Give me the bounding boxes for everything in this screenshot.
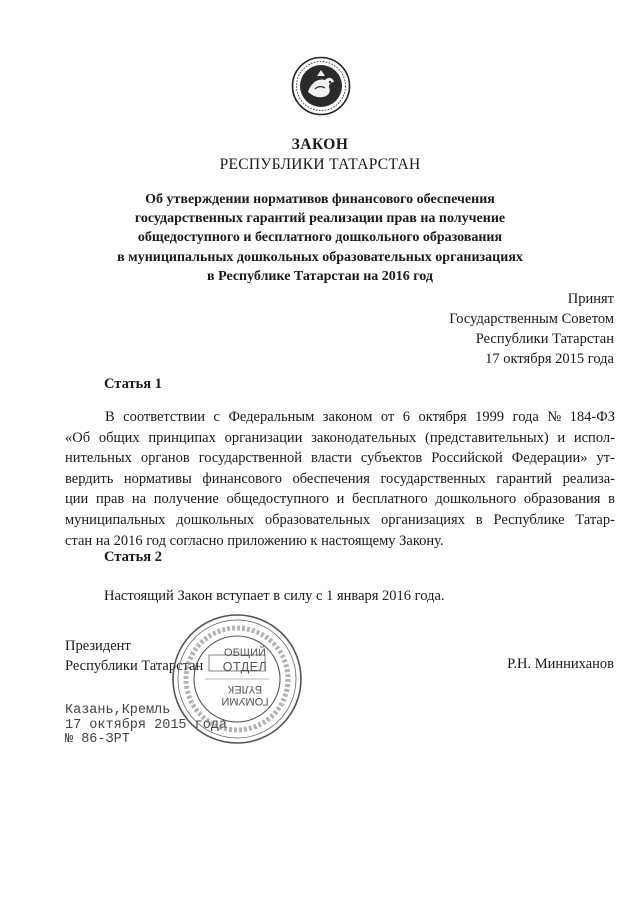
title-line: Об утверждении нормативов финансового обеспечения [145,192,495,207]
article-1-word: общедоступного [226,491,329,508]
article-1-word: реализа- [562,470,615,487]
article-1-word: законодательных [311,429,417,446]
article-1-word: организациях [380,511,465,528]
article-1-word: и [336,491,345,508]
article-1-word: государственных [380,470,486,487]
law-number-line: № 86-ЗРТ [65,732,130,747]
adopted-label: Принят [567,291,614,307]
article-1-word: Татар- [575,511,615,528]
article-1-word: прав [95,491,125,508]
article-1-word: принципах [148,429,216,446]
signatory-name: Р.Н. Минниханов [507,656,614,672]
article-1-word: нормативы [123,470,192,487]
article-1-word: организации [224,429,303,446]
article-1-word: в [608,491,615,508]
article-1-word: Федерации» [511,450,588,467]
article-1-word: 184-ФЗ [569,409,615,425]
title-line: в Республике Татарстан на 2016 год [207,268,433,284]
article-1-word: получение [153,491,219,508]
place-line: Казань,Кремль [65,703,171,718]
signatory-title-line2: Республики Татарстан [65,658,204,674]
article-2-heading: Статья 2 [104,549,162,565]
article-1-word: дошкольного [435,491,517,508]
article-1-word: 6 [402,409,411,425]
article-1-heading: Статья 1 [104,376,162,392]
article-1-word: от [380,409,395,425]
article-1-line [65,510,615,531]
article-1-word: Республике [493,511,565,528]
article-1-word: субъектов [360,450,423,467]
article-1-word: 1999 [475,409,505,425]
article-1-word: испол- [573,429,615,446]
article-1-word: власти [311,450,352,467]
article-1-word: соответствии [123,409,206,425]
article-1-word: муниципальных [65,511,166,528]
article-1-word: Российской [431,450,503,467]
title-line: общедоступного и бесплатного дошкольного образования [137,230,503,246]
official-stamp [171,613,303,745]
article-1-word: финансового [202,470,282,487]
republic-heading: РЕСПУБЛИКИ ТАТАРСТАН [219,156,421,173]
article-1-word: В [105,409,115,425]
article-1-word: в [475,511,483,528]
article-1-word: обеспечения [292,470,370,487]
article-1-word: дошкольных [176,511,254,528]
date-line: 17 октября 2015 года [65,717,228,733]
article-1-word: стан на 2016 год согласно приложению к настоящему Закону. [65,532,444,549]
law-title [110,190,530,286]
article-1-word: общих [98,429,140,446]
stamp-text-general: ОБЩИЙ [224,647,266,659]
article-1-word: нительных [65,450,132,467]
article-1-word: гарантий [496,470,553,487]
article-1-line [65,407,615,428]
stamp-text-gomumi: ГОМУМИ [221,695,269,707]
stamp-text-bulek: БҮЛЕК [227,683,263,695]
tatarstan-emblem-icon [291,56,351,116]
article-1-word: ции [65,491,89,508]
adopted-date: 17 октября 2015 года [485,351,614,367]
article-1-line [65,428,615,449]
adopted-by-republic: Республики Татарстан [475,331,614,347]
article-1-word: ут- [596,450,615,467]
article-1-body [65,407,615,551]
article-1-word: (представительных) [425,429,549,446]
article-1-word: бесплатного [352,491,428,508]
stamp-text-department: ОТДЕЛ [222,660,268,674]
article-1-word: органов [140,450,190,467]
article-1-word: вердить [65,470,114,487]
article-1-word: образовательных [264,511,371,528]
article-1-word: № [547,409,562,425]
article-1-line [65,469,615,490]
article-1-word: с [213,409,220,425]
article-1-word: Федеральным [228,409,315,425]
law-heading: ЗАКОН [291,136,349,153]
article-1-word: и [557,429,566,446]
article-2-body: Настоящий Закон вступает в силу с 1 января 2016 года. [104,588,445,604]
signatory-title-line1: Президент [65,638,131,654]
article-1-word: образования [523,491,601,508]
title-line: государственных гарантий реализации прав на получение [134,211,506,227]
article-1-word: «Об [65,429,91,446]
article-1-line [65,489,615,510]
adoption-block [449,289,614,369]
article-1-word: октября [418,409,467,425]
adopted-by: Государственным Советом [449,311,614,327]
article-1-word: государственной [198,450,303,467]
article-1-line [65,448,615,469]
article-1-word: законом [322,409,373,425]
article-1-word: на [131,491,147,508]
article-1-word: года [512,409,539,425]
title-line: в муниципальных дошкольных образовательных организациях [117,249,523,265]
